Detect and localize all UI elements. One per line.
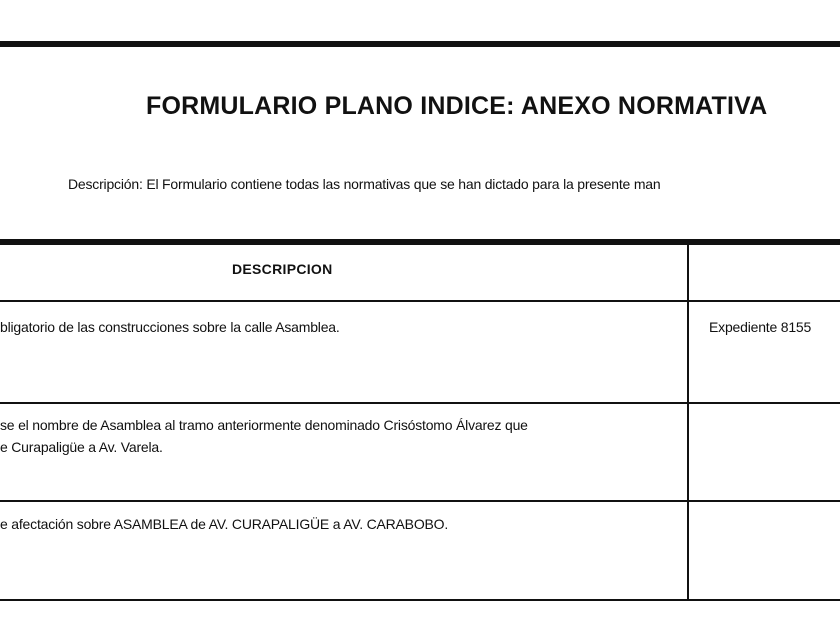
row-description-line: se el nombre de Asamblea al tramo anteriormente denominado Crisóstomo Álvarez que	[0, 417, 528, 433]
header-row-divider	[0, 300, 840, 302]
table-top-border	[0, 239, 840, 245]
row-description-line: e Curapaligüe a Av. Varela.	[0, 439, 163, 455]
table-bottom-border	[0, 599, 840, 601]
row-reference: Expediente 8155	[709, 319, 812, 335]
column-header-descripcion: DESCRIPCION	[232, 261, 333, 277]
row-divider	[0, 500, 840, 502]
row-description-line: bligatorio de las construcciones sobre la calle Asamblea.	[0, 319, 340, 335]
form-description: Descripción: El Formulario contiene todas las normativas que se han dictado para la presente man	[68, 176, 661, 192]
row-description-line: e afectación sobre ASAMBLEA de AV. CURAPALIGÜE a AV. CARABOBO.	[0, 516, 449, 532]
column-divider	[687, 245, 689, 601]
form-title: FORMULARIO PLANO INDICE: ANEXO NORMATIVA	[146, 92, 768, 120]
top-border-rule	[0, 41, 840, 47]
row-divider	[0, 402, 840, 404]
